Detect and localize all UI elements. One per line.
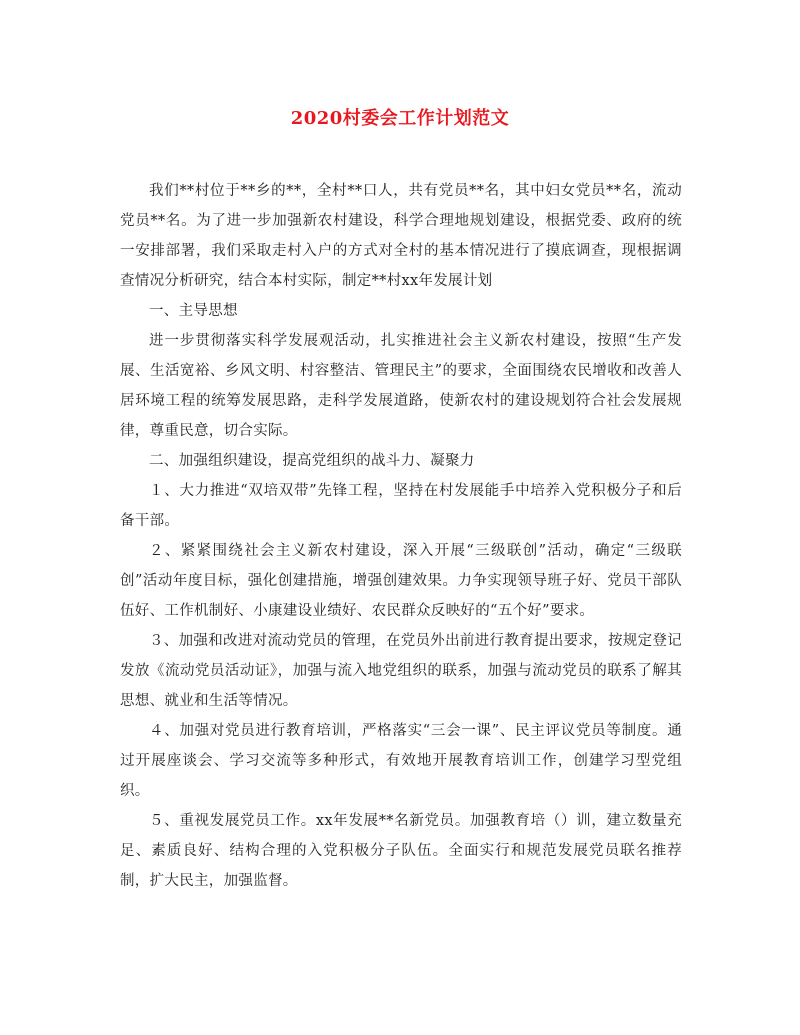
list-item: ５、重视发展党员工作。xx年发展**名新党员。加强教育培（）训，建立数量充足、素质良好、结构合理的入党积极分子队伍。全面实行和规范发展党员联名推荐制，扩大民主，加强监督。 [120,813,682,889]
list-item: １、大力推进“双培双带”先锋工程，坚持在村发展能手中培养入党积极分子和后备干部。 [120,483,682,529]
document-body [120,176,682,896]
section-heading-guiding-ideology: 一、主导思想 [149,303,238,319]
document-title: 2020村委会工作计划范文 [290,108,510,129]
list-item: ２、紧紧围绕社会主义新农村建设，深入开展“三级联创”活动，确定“三级联创”活动年度目标，强化创建措施，增强创建效果。力争实现领导班子好、党员干部队伍好、工作机制好、小康建设业绩好、农民群众反映好的“五个好”要求。 [120,543,682,619]
list-item: ３、加强和改进对流动党员的管理，在党员外出前进行教育提出要求，按规定登记发放《流动党员活动证》，加强与流入地党组织的联系，加强与流动党员的联系了解其思想、就业和生活等情况。 [120,633,682,709]
guiding-ideology-paragraph: 进一步贯彻落实科学发展观活动，扎实推进社会主义新农村建设，按照“生产发展、生活宽裕、乡风文明、村容整洁、管理民主”的要求，全面围绕农民增收和改善人居环境工程的统筹发展思路，走科学发展道路，使新农村的建设规划符合社会发展规律，尊重民意，切合实际。 [120,333,682,439]
section-heading-organization-building: 二、加强组织建设，提高党组织的战斗力、凝聚力 [149,453,475,469]
intro-paragraph: 我们**村位于**乡的**，全村**口人，共有党员**名，其中妇女党员**名，流动党员**名。为了进一步加强新农村建设，科学合理地规划建设，根据党委、政府的统一安排部署，我们采取走村入户的方式对全村的基本情况进行了摸底调查，现根据调查情况分析研究，结合本村实际，制定**村xx年发展计划 [120,183,682,289]
list-item: ４、加强对党员进行教育培训，严格落实“三会一课”、民主评议党员等制度。通过开展座谈会、学习交流等多种形式，有效地开展教育培训工作，创建学习型党组织。 [120,723,682,799]
